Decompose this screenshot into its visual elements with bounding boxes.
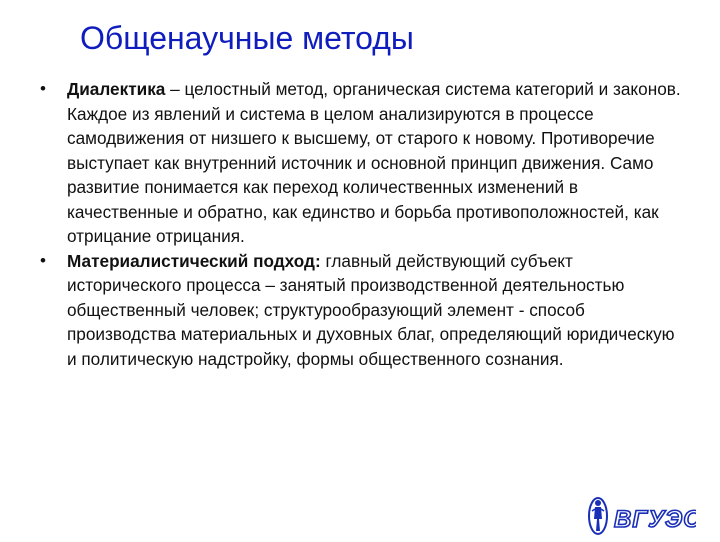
bullet-icon: • [40,79,46,98]
bullet-text: главный действующий субъект исторического процесса – занятый производственной деятельностью общественный человек; структурообразующий элемент - способ производства материальных и духовных благ, определяющий юридическую и политическую надстройку, формы общественного сознания. [67,250,675,369]
bullet-text: – целостный метод, органическая система категорий и законов. Каждое из явлений и система в целом анализируются в процессе самодвижения от низшего к высшему, от старого к новому. Противоречие выступает как внутренний источник и основной принцип движения. Само развитие понимается как переход количественных изменений в качественные и обратно, как единство и борьба противоположностей, как отрицание отрицания. [67,79,681,246]
bullet-list [0,77,687,371]
university-logo [586,495,696,537]
bullet-term: Диалектика [67,79,166,99]
bullet-icon: • [40,250,46,270]
bullet-item-materialist [0,249,687,372]
university-emblem-icon [586,495,696,537]
bullet-term: Материалистический подход: [67,250,321,271]
bullet-item-dialectics [0,77,687,249]
svg-text:ВГУЭС: ВГУЭС [614,506,696,533]
slide-title: Общенаучные методы [80,20,414,56]
